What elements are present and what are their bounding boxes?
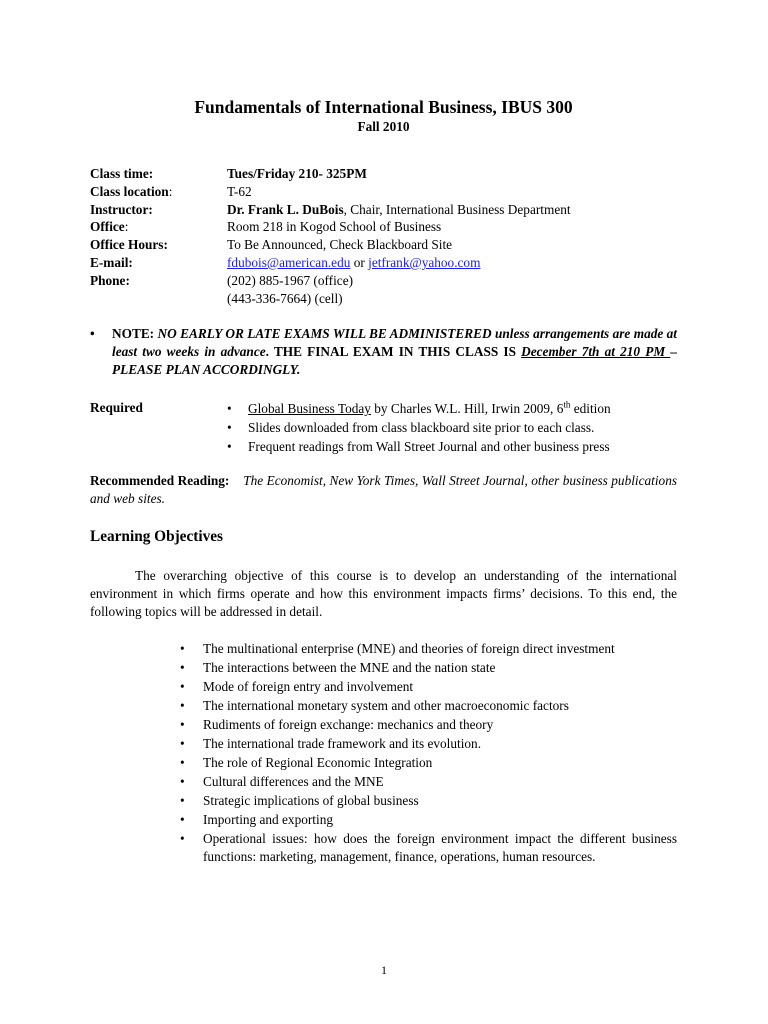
bullet-icon: • <box>227 401 232 416</box>
edition-word: edition <box>570 401 611 416</box>
class-location-colon: : <box>168 183 173 199</box>
note-italic-text: NO EARLY OR LATE EXAMS WILL BE ADMINISTERED unless arrangements are made at least two weeks in advance <box>112 326 677 359</box>
course-title: Fundamentals of International Business, IBUS 300 <box>194 97 573 117</box>
email-or-text: or <box>350 254 369 270</box>
topic-text: The interactions between the MNE and the nation state <box>203 660 496 675</box>
topic-text: Importing and exporting <box>203 812 333 827</box>
note-closing-text: – PLEASE PLAN ACCORDINGLY. <box>112 343 677 377</box>
required-item <box>227 437 677 456</box>
class-time-value: Tues/Friday 210- 325PM <box>227 166 367 181</box>
bullet-icon: • <box>180 812 185 827</box>
email-row <box>90 254 677 272</box>
class-time-label: Class time: <box>90 166 154 181</box>
class-location-value: T-62 <box>227 183 252 199</box>
topic-text: The international trade framework and its evolution. <box>203 736 482 751</box>
course-info-block <box>90 165 677 307</box>
office-label-wrap <box>90 218 227 236</box>
phone-cell-spacer <box>90 290 227 308</box>
note-period: . <box>265 343 269 359</box>
topic-text: Strategic implications of global business <box>203 793 419 808</box>
topic-text: Cultural differences and the MNE <box>203 774 384 789</box>
bullet-icon: • <box>180 774 185 789</box>
email-label: E-mail: <box>90 254 133 270</box>
objectives-paragraph: The overarching objective of this course is to develop an understanding of the international environment in which firms operate and how this environment impacts firms’ decisions. To this end, the following topics will be addressed in detail. <box>90 568 677 619</box>
topic-item <box>180 716 677 734</box>
topic-item <box>180 697 677 715</box>
required-label: Required <box>90 400 143 415</box>
topic-item <box>180 754 677 772</box>
phone-cell-row <box>90 290 677 308</box>
topic-item <box>180 792 677 810</box>
bullet-icon: • <box>180 717 185 732</box>
bullet-icon: • <box>227 420 232 435</box>
class-location-label-wrap <box>90 183 227 201</box>
learning-objectives-heading: Learning Objectives <box>90 528 223 545</box>
office-label: Office <box>90 219 125 235</box>
phone-cell: (443-336-7664) (cell) <box>227 290 343 306</box>
exam-note <box>90 325 677 378</box>
page-number: 1 <box>381 963 387 977</box>
note-bullet: • <box>90 326 95 341</box>
bullet-icon: • <box>180 793 185 808</box>
class-time-row <box>90 165 677 183</box>
office-value: Room 218 in Kogod School of Business <box>227 219 442 235</box>
bullet-icon: • <box>180 698 185 713</box>
note-exam-date: December 7th at 210 PM <box>521 343 671 359</box>
phone-label: Phone: <box>90 272 130 288</box>
email-secondary-link[interactable]: jetfrank@yahoo.com <box>368 254 481 270</box>
course-term: Fall 2010 <box>357 119 410 134</box>
edition-superscript: th <box>563 399 571 410</box>
instructor-row <box>90 201 677 219</box>
textbook-title: Global Business Today <box>248 401 371 416</box>
office-colon: : <box>124 219 129 235</box>
office-hours-row <box>90 236 677 254</box>
office-row <box>90 218 677 236</box>
class-location-label: Class location <box>90 183 169 199</box>
required-item-text: Frequent readings from Wall Street Journal and other business press <box>248 439 610 454</box>
instructor-value <box>227 201 571 219</box>
topic-item <box>180 811 677 829</box>
instructor-title: , Chair, International Business Department <box>343 201 571 217</box>
topic-text: Rudiments of foreign exchange: mechanics and theory <box>203 717 494 732</box>
email-primary-link[interactable]: fdubois@american.edu <box>227 254 351 270</box>
recommended-text: The Economist, New York Times, Wall Street Journal, other business publications and web sites. <box>90 473 678 506</box>
topics-list <box>180 640 677 867</box>
topic-text: The international monetary system and other macroeconomic factors <box>203 698 569 713</box>
bullet-icon: • <box>227 439 232 454</box>
topic-item <box>180 773 677 791</box>
email-value <box>227 254 480 272</box>
office-hours-label: Office Hours: <box>90 237 168 253</box>
topic-item <box>180 640 677 658</box>
topic-text: Operational issues: how does the foreign environment impact the different business functions: marketing, management, finance, operations, human resources. <box>203 831 677 864</box>
bullet-icon: • <box>180 831 185 846</box>
bullet-icon: • <box>180 660 185 675</box>
required-item <box>227 399 677 418</box>
bullet-icon: • <box>180 641 185 656</box>
note-prefix: NOTE: <box>112 326 158 341</box>
topic-item <box>180 678 677 696</box>
phone-office: (202) 885-1967 (office) <box>227 272 354 288</box>
office-hours-value: To Be Announced, Check Blackboard Site <box>227 237 453 253</box>
topic-text: Mode of foreign entry and involvement <box>203 679 414 694</box>
instructor-name: Dr. Frank L. DuBois <box>227 201 344 217</box>
topic-item <box>180 659 677 677</box>
exam-note-text <box>90 325 677 378</box>
bullet-icon: • <box>180 755 185 770</box>
topic-item <box>180 830 677 866</box>
phone-row <box>90 272 677 290</box>
bullet-icon: • <box>180 736 185 751</box>
topic-text: The role of Regional Economic Integration <box>203 755 433 770</box>
required-item <box>227 418 677 437</box>
class-location-row <box>90 183 677 201</box>
required-item-text: Slides downloaded from class blackboard site prior to each class. <box>248 420 595 435</box>
note-final-exam-text: THE FINAL EXAM IN THIS CLASS IS <box>268 343 522 359</box>
required-list <box>227 399 677 456</box>
bullet-icon: • <box>180 679 185 694</box>
instructor-label: Instructor: <box>90 201 153 217</box>
recommended-reading <box>90 472 677 508</box>
topic-item <box>180 735 677 753</box>
recommended-label: Recommended Reading: <box>90 473 230 488</box>
textbook-details: by Charles W.L. Hill, Irwin 2009, 6 <box>370 401 564 416</box>
topic-text: The multinational enterprise (MNE) and theories of foreign direct investment <box>203 641 615 656</box>
